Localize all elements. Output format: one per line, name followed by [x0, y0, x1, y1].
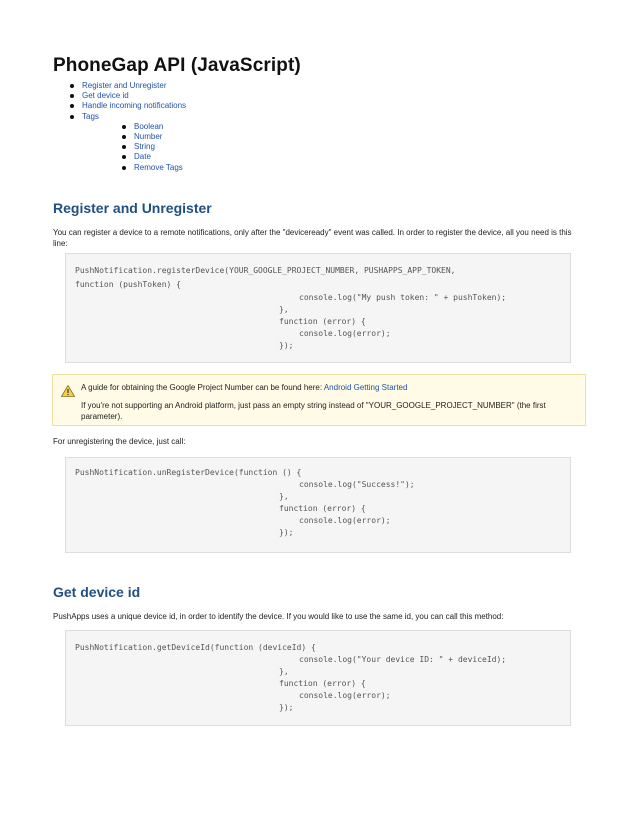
code-line: console.log("Success!"); [299, 480, 415, 489]
toc-link-boolean[interactable]: Boolean [134, 121, 164, 131]
toc-link-device-id[interactable]: Get device id [82, 91, 129, 101]
code-block-unregister [65, 457, 571, 553]
code-line: function (error) { [279, 317, 366, 326]
unregister-intro: For unregistering the device, just call: [53, 437, 186, 446]
code-line: }); [279, 341, 294, 350]
code-line: function (error) { [279, 679, 366, 688]
register-intro: You can register a device to a remote notifications, only after the "deviceready" event was called. In order to register the device, all you need is this line: [53, 228, 572, 248]
toc-link-notifications[interactable]: Handle incoming notifications [82, 101, 187, 111]
section-heading-device-id: Get device id [53, 584, 141, 600]
warning-text: A guide for obtaining the Google Project Number can be found here: [81, 383, 324, 392]
code-line: function (pushToken) { [75, 280, 181, 289]
toc-subitem[interactable] [82, 122, 186, 132]
toc-link-remove-tags[interactable]: Remove Tags [134, 162, 183, 172]
warning-line-1 [81, 383, 407, 392]
code-line: PushNotification.registerDevice(YOUR_GOOGLE_PROJECT_NUMBER, PUSHAPPS_APP_TOKEN, [75, 266, 456, 275]
code-line: }, [279, 305, 289, 314]
code-line: console.log(error); [299, 329, 391, 338]
toc-link-register[interactable]: Register and Unregister [82, 81, 167, 90]
code-line: }, [279, 492, 289, 501]
toc-link-date[interactable]: Date [134, 152, 151, 162]
code-block-register [65, 253, 571, 363]
code-line: console.log(error); [299, 691, 391, 700]
toc-subitem[interactable] [82, 142, 186, 152]
toc-item[interactable] [60, 101, 186, 111]
code-line: console.log("My push token: " + pushToken); [299, 293, 507, 302]
page-title: PhoneGap API (JavaScript) [53, 55, 301, 76]
table-of-contents [60, 81, 186, 173]
code-line: PushNotification.getDeviceId(function (deviceId) { [75, 643, 316, 652]
code-line: function (error) { [279, 504, 366, 513]
toc-sublist [82, 122, 186, 173]
warning-callout [52, 374, 586, 426]
device-id-intro: PushApps uses a unique device id, in order to identify the device. If you would like to use the same id, you can call this method: [53, 612, 504, 621]
code-line: console.log(error); [299, 516, 391, 525]
android-getting-started-link[interactable]: Android Getting Started [323, 383, 408, 392]
code-line: }); [279, 703, 294, 712]
code-block-device-id [65, 630, 571, 726]
toc-item[interactable] [60, 81, 186, 91]
code-line: PushNotification.unRegisterDevice(function () { [75, 468, 302, 477]
section-heading-register: Register and Unregister [53, 200, 212, 216]
warning-line-2: If you're not supporting an Android platform, just pass an empty string instead of "YOUR_GOOGLE_PROJECT_NUMBER" (the first parameter). [81, 401, 546, 421]
toc-subitem[interactable] [82, 152, 186, 162]
toc-subitem[interactable] [82, 132, 186, 142]
code-line: }); [279, 528, 294, 537]
toc-link-number[interactable]: Number [134, 132, 163, 142]
toc-link-string[interactable]: String [134, 142, 155, 152]
toc-subitem[interactable] [82, 163, 186, 173]
toc-item[interactable] [60, 112, 186, 173]
toc-link-tags[interactable]: Tags [82, 111, 99, 121]
toc-item[interactable] [60, 91, 186, 101]
code-line: console.log("Your device ID: " + deviceId); [299, 655, 507, 664]
warning-icon [61, 385, 75, 397]
code-line: }, [279, 667, 289, 676]
